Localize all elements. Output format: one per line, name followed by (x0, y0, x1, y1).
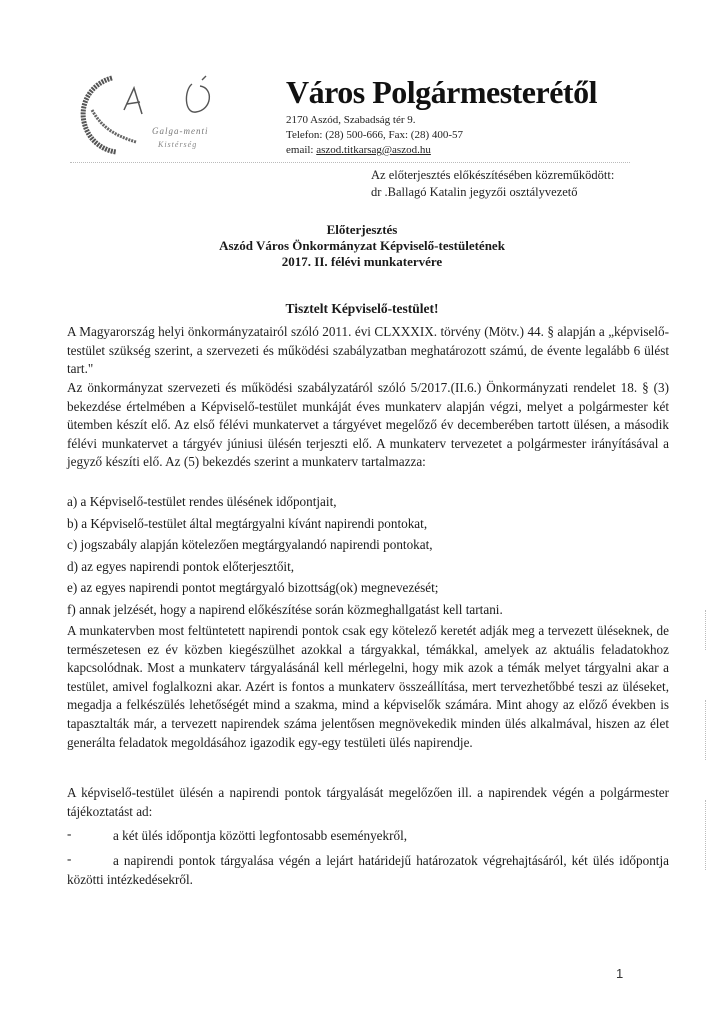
dash-bullet-icon: - (67, 851, 72, 866)
prepared-by-name: dr .Ballagó Katalin jegyzői osztályvezető (371, 185, 578, 199)
salutation: Tisztelt Képviselő-testület! (285, 301, 439, 316)
list-item: f) annak jelzését, hogy a napirend előkészítése során közmeghallgatást kell tartani. (67, 601, 503, 617)
list-item: c) jogszabály alapján kötelezően megtárgyalandó napirendi pontokat, (67, 537, 433, 552)
letterhead-title: Város Polgármesterétől (286, 74, 597, 110)
list-item: b) a Képviselő-testület által megtárgyalni kívánt napirendi pontokat, (67, 515, 428, 531)
list-item (67, 851, 669, 889)
list-item (67, 826, 669, 845)
letterhead-email (286, 144, 431, 156)
document-type-heading: Előterjesztés (326, 222, 398, 237)
body-paragraph-1: A Magyarország helyi önkormányzatairól szóló 2011. évi CLXXXIX. törvény (Mötv.) 44. § alapján a „képviselő-testület szükség szerint, a szervezeti és működési szabályzatban meghatározott számú, de évente legalább 6 ülést tart." (67, 324, 669, 377)
body-paragraph-4: A képviselő-testület ülésén a napirendi pontok tárgyalását megelőzően ill. a napirendek végén a polgármester tájékoztatást ad: (67, 785, 669, 819)
document-subject-heading: 2017. II. félévi munkatervére (281, 254, 443, 269)
logo-caption-subregion: Kistérség (158, 140, 198, 149)
document-addressee-heading: Aszód Város Önkormányzat Képviselő-testületének (219, 238, 505, 253)
logo-caption-region: Galga-menti (152, 126, 209, 136)
letterhead-address: 2170 Aszód, Szabadság tér 9. (286, 114, 416, 126)
list-item-text: a napirendi pontok tárgyalása végén a lejárt határidejű határozatok végrehajtásáról, két ülés időpontja közötti intézkedésekről. (67, 853, 669, 887)
mayor-report-list (67, 826, 669, 889)
page-number: 1 (616, 966, 624, 981)
scan-artifact (705, 700, 707, 760)
scan-artifact (705, 610, 707, 650)
dash-bullet-icon: - (67, 826, 72, 841)
email-label: email: (286, 144, 317, 156)
letterhead-phone-fax: Telefon: (28) 500-666, Fax: (28) 400-57 (286, 129, 464, 141)
body-paragraph-3: A munkatervben most feltüntetett napirendi pontok csak egy kötelező keretét adják meg a tervezett üléseknek, de természetesen ez év közben kiegészülhet azokkal a tárgyakkal, témákkal, amelyek az aktuális feladatokhoz kapcsolódnak. Most a munkaterv tárgyalásánál kell mérlegelni, hogy mik azok a témák melyet tárgyalni akar a testület, amivel foglalkozni akar. Azért is fontos a munkaterv összeállítása, mert tervezhetőbbé teszi az üléseket, megadja a felkészülés lehetőségét mind a szakma, mind a képviselők számára. Mint ahogy az előző években is tapasztalták már, a tervezett napirendek száma jelentősen megnövekedik minden ülés alkalmával, hiszen az élet generálta feladatok megoldásához igazodik egy-egy testületi ülés napirendje. (67, 623, 669, 750)
list-item: a) a Képviselő-testület rendes ülésének időpontjait, (67, 494, 337, 509)
list-item: d) az egyes napirendi pontok előterjesztőit, (67, 558, 295, 574)
prepared-by-label: Az előterjesztés előkészítésében közreműködött: (371, 168, 615, 182)
header-divider (70, 162, 630, 163)
scan-artifact (705, 800, 707, 870)
list-item: e) az egyes napirendi pontot megtárgyaló bizottság(ok) megnevezését; (67, 580, 439, 595)
email-link[interactable]: aszod.titkarsag@aszod.hu (316, 144, 431, 156)
list-item-text: a két ülés időpontja közötti legfontosabb eseményekről, (113, 828, 408, 843)
work-plan-contents-list (67, 491, 669, 620)
body-paragraph-2: Az önkormányzat szervezeti és működési szabályzatáról szóló 5/2017.(II.6.) Önkormányzati rendelet 18. § (3) bekezdése értelmében a Képviselő-testület munkáját éves munkaterv alapján végzi, melyet a polgármester két ütemben készít elő. Az első félévi munkatervet a tárgyévet megelőző év decemberében tartott ülésen, a második félévi munkatervet a tárgyév júniusi ülésén terjeszti elő. A munkaterv tervezetet a polgármester irányításával a jegyző készíti elő. Az (5) bekezdés szerint a munkaterv tartalmazza: (67, 380, 669, 470)
